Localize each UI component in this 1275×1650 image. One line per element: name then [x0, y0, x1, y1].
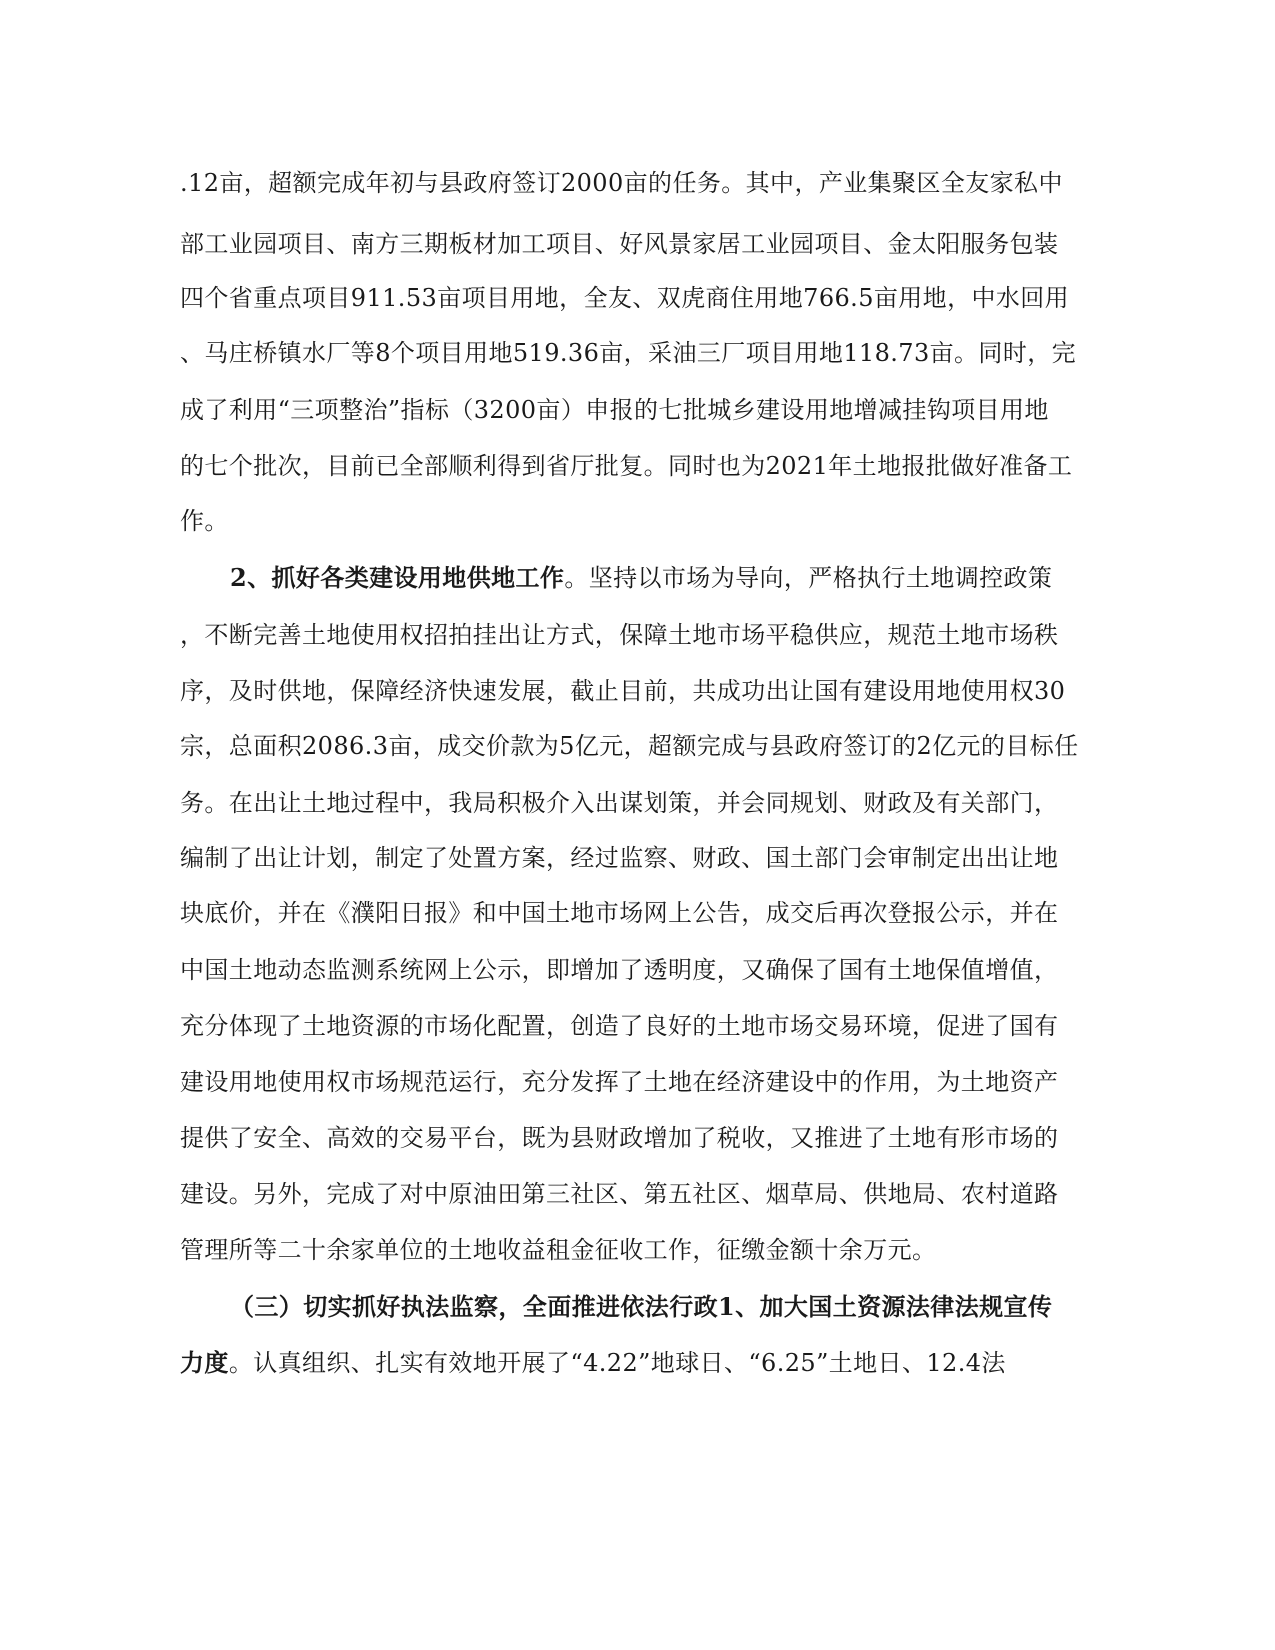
paragraph-line: 、马庄桥镇水厂等8个项目用地519.36亩，采油三厂项目用地118.73亩。同时，完	[180, 339, 1077, 367]
paragraph-line: 提供了安全、高效的交易平台，既为县财政增加了税收，又推进了土地有形市场的	[180, 1124, 1059, 1152]
section-2-first-line	[230, 563, 1060, 593]
paragraph-line: 成了利用“三项整治”指标（3200亩）申报的七批城乡建设用地增减挂钩项目用地	[180, 396, 1049, 424]
paragraph-line: .12亩，超额完成年初与县政府签订2000亩的任务。其中，产业集聚区全友家私中	[180, 169, 1063, 197]
paragraph-line: 中国土地动态监测系统网上公示，即增加了透明度，又确保了国有土地保值增值，	[180, 956, 1059, 984]
paragraph-line: 四个省重点项目911.53亩项目用地，全友、双虎商住用地766.5亩用地，中水回用	[180, 284, 1070, 312]
paragraph-line: 的七个批次，目前已全部顺利得到省厅批复。同时也为2021年土地报批做好准备工	[180, 452, 1073, 480]
paragraph-line: 建设用地使用权市场规范运行，充分发挥了土地在经济建设中的作用，为土地资产	[180, 1068, 1059, 1096]
paragraph-line: 作。	[180, 507, 229, 535]
paragraph-line: 建设。另外，完成了对中原油田第三社区、第五社区、烟草局、供地局、农村道路	[180, 1180, 1059, 1208]
section-3-text: 。认真组织、扎实有效地开展了“4.22”地球日、“6.25”土地日、12.4法	[228, 1349, 1006, 1377]
paragraph-line: 部工业园项目、南方三期板材加工项目、好风景家居工业园项目、金太阳服务包装	[180, 230, 1059, 258]
paragraph-line: 编制了出让计划，制定了处置方案，经过监察、财政、国土部门会审制定出出让地	[180, 844, 1059, 872]
paragraph-line: 充分体现了土地资源的市场化配置，创造了良好的土地市场交易环境，促进了国有	[180, 1012, 1059, 1040]
paragraph-line: 管理所等二十余家单位的土地收益租金征收工作，征缴金额十余万元。	[180, 1236, 937, 1264]
section-2-text: 。坚持以市场为导向，严格执行土地调控政策	[564, 564, 1053, 592]
section-3-first-line	[180, 1348, 1060, 1378]
paragraph-line: 序，及时供地，保障经济快速发展，截止目前，共成功出让国有建设用地使用权30	[180, 677, 1066, 705]
section-2-heading: 2、抓好各类建设用地供地工作	[230, 563, 565, 592]
paragraph-line: ，不断完善土地使用权招拍挂出让方式，保障土地市场平稳供应，规范土地市场秩	[180, 621, 1059, 649]
section-3-heading: （三）切实抓好执法监察，全面推进依法行政1、加大国土资源法律法规宣传	[230, 1292, 1053, 1321]
paragraph-line: 宗，总面积2086.3亩，成交价款为5亿元，超额完成与县政府签订的2亿元的目标任	[180, 732, 1079, 760]
paragraph-line: 务。在出让土地过程中，我局积极介入出谋划策，并会同规划、财政及有关部门，	[180, 789, 1059, 817]
section-3-heading-cont: 力度	[180, 1348, 229, 1377]
paragraph-line: 块底价，并在《濮阳日报》和中国土地市场网上公告，成交后再次登报公示，并在	[180, 899, 1059, 927]
